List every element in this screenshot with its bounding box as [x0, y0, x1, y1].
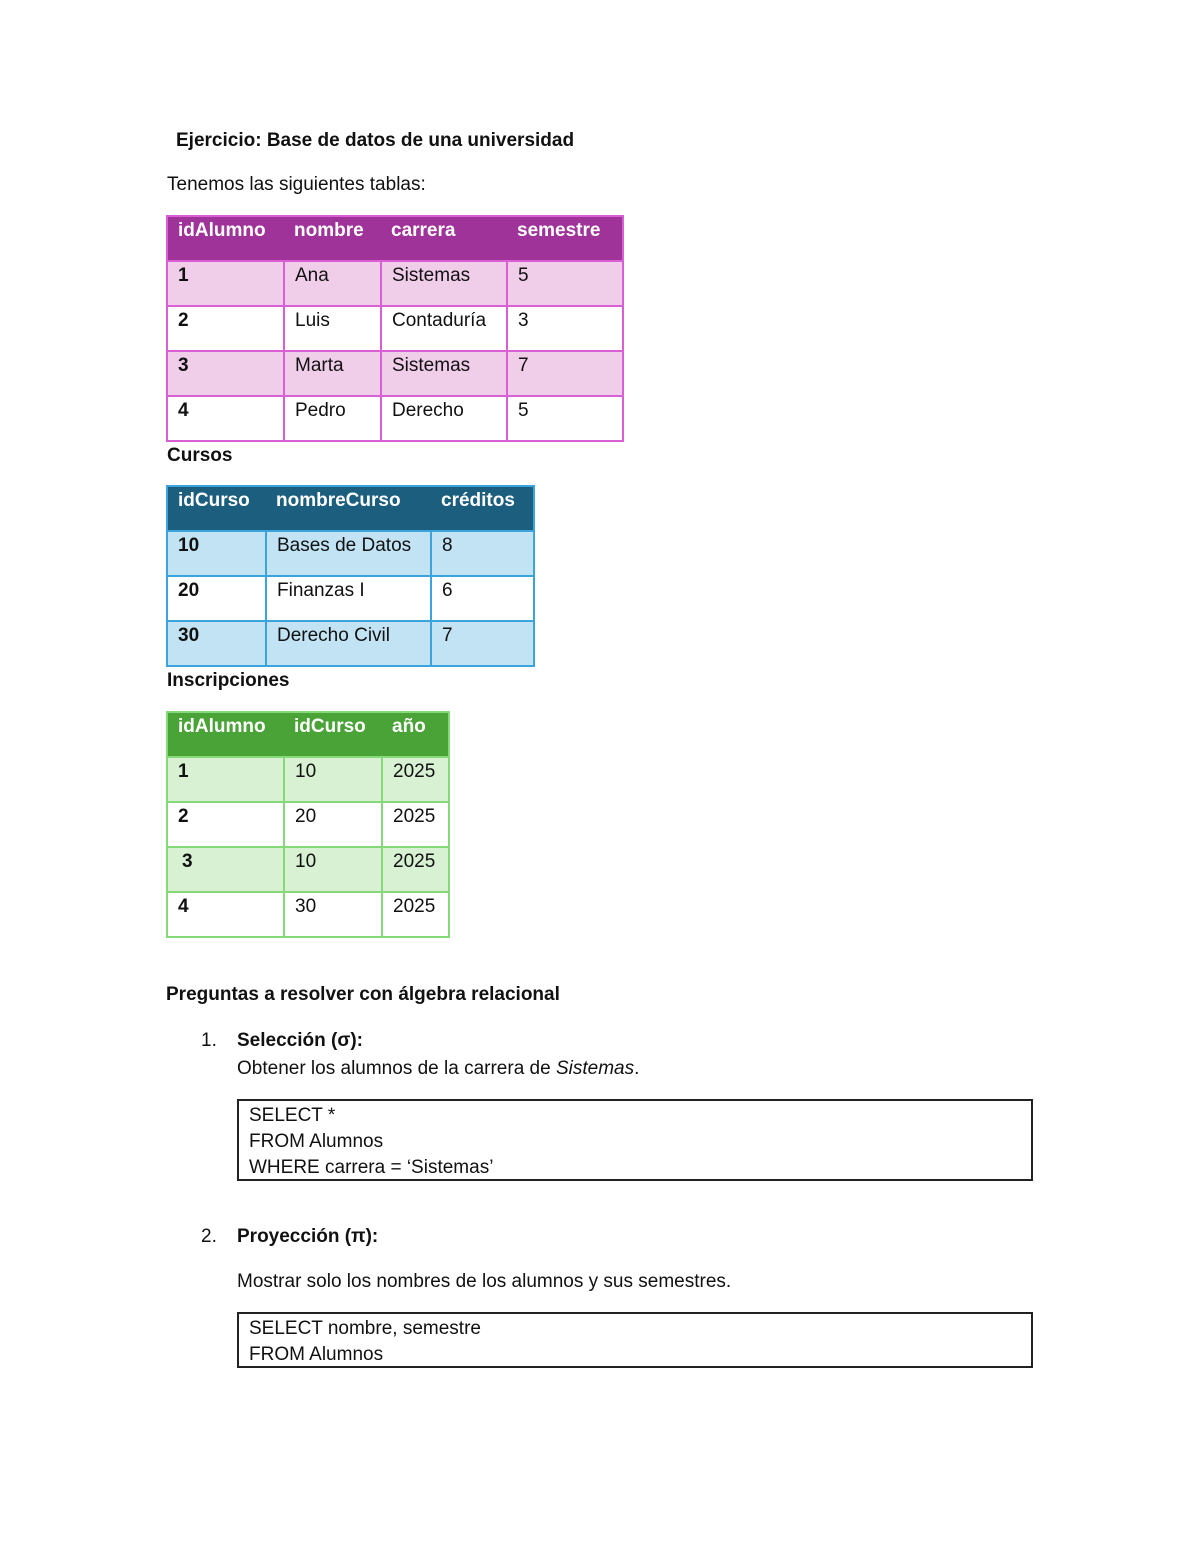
column-header: idAlumno	[167, 216, 284, 261]
question-title: Proyección (π):	[237, 1226, 379, 1247]
page-title: Ejercicio: Base de datos de una universidad	[176, 130, 575, 151]
table-cell: Contaduría	[381, 306, 507, 351]
table-cell: Ana	[284, 261, 381, 306]
question-text: Mostrar solo los nombres de los alumnos y sus semestres.	[237, 1271, 732, 1292]
sql-code-box	[237, 1312, 1033, 1368]
table-cell: 2025	[382, 802, 449, 847]
sql-line: SELECT *	[249, 1105, 336, 1126]
question-text	[237, 1058, 639, 1080]
table-cell: Luis	[284, 306, 381, 351]
column-header: semestre	[507, 216, 623, 261]
table-cell: 1	[167, 261, 284, 306]
table-cell: Derecho	[381, 396, 507, 441]
question-text-part: .	[634, 1058, 640, 1079]
table-row	[167, 892, 449, 937]
table-cell: 2025	[382, 847, 449, 892]
sql-line: WHERE carrera = ‘Sistemas’	[249, 1157, 494, 1178]
table-cell: 20	[167, 576, 266, 621]
table-cell: Sistemas	[381, 261, 507, 306]
column-header: año	[382, 712, 449, 757]
table-cell: 3	[507, 306, 623, 351]
column-header: nombre	[284, 216, 381, 261]
table-cell: 4	[167, 892, 284, 937]
question-number: 2.	[201, 1226, 217, 1247]
table-row	[167, 306, 623, 351]
question-text-part: Obtener los alumnos de la carrera de	[237, 1058, 556, 1079]
table-header-row	[167, 216, 623, 261]
table-cell: Pedro	[284, 396, 381, 441]
table-cell: 30	[167, 621, 266, 666]
table-row	[167, 576, 534, 621]
table-cell: 5	[507, 261, 623, 306]
table-row	[167, 396, 623, 441]
table-cell: 30	[284, 892, 382, 937]
sql-line: SELECT nombre, semestre	[249, 1318, 481, 1339]
table-cell: 7	[431, 621, 534, 666]
table-cell: Sistemas	[381, 351, 507, 396]
sql-line: FROM Alumnos	[249, 1344, 384, 1365]
table-cell: 8	[431, 531, 534, 576]
table-row	[167, 621, 534, 666]
sql-code-box	[237, 1099, 1033, 1181]
table-cell: 10	[167, 531, 266, 576]
table-header-row	[167, 712, 449, 757]
sql-line: FROM Alumnos	[249, 1131, 384, 1152]
inscripciones-table	[166, 711, 450, 938]
question-number: 1.	[201, 1030, 217, 1051]
table-cell: 4	[167, 396, 284, 441]
table-cell: 5	[507, 396, 623, 441]
column-header: nombreCurso	[266, 486, 431, 531]
column-header: idCurso	[167, 486, 266, 531]
table-cell: 20	[284, 802, 382, 847]
cursos-table	[166, 485, 535, 667]
table-row	[167, 847, 449, 892]
column-header: idAlumno	[167, 712, 284, 757]
question-text-emphasis: Sistemas	[555, 1058, 635, 1079]
table-cell: Marta	[284, 351, 381, 396]
table-cell: 2025	[382, 892, 449, 937]
table-cell: 6	[431, 576, 534, 621]
table-row	[167, 802, 449, 847]
table-header-row	[167, 486, 534, 531]
table-row	[167, 757, 449, 802]
column-header: créditos	[431, 486, 534, 531]
column-header: idCurso	[284, 712, 382, 757]
table-cell: 10	[284, 757, 382, 802]
table-cell: 2025	[382, 757, 449, 802]
table-cell: 2	[167, 802, 284, 847]
alumnos-table	[166, 215, 624, 442]
column-header: carrera	[381, 216, 507, 261]
table-cell: Derecho Civil	[266, 621, 431, 666]
table-cell: Bases de Datos	[266, 531, 431, 576]
table-row	[167, 351, 623, 396]
table-cell: 10	[284, 847, 382, 892]
table-cell: 2	[167, 306, 284, 351]
table-row	[167, 261, 623, 306]
table-cell: Finanzas I	[266, 576, 431, 621]
table-cell: 7	[507, 351, 623, 396]
inscripciones-caption: Inscripciones	[167, 670, 290, 691]
table-cell: 3	[167, 847, 284, 892]
table-row	[167, 531, 534, 576]
questions-heading: Preguntas a resolver con álgebra relacional	[166, 984, 560, 1005]
table-cell: 3	[167, 351, 284, 396]
question-title: Selección (σ):	[237, 1030, 363, 1051]
table-cell: 1	[167, 757, 284, 802]
cursos-caption: Cursos	[167, 445, 233, 466]
intro-text: Tenemos las siguientes tablas:	[167, 174, 426, 195]
